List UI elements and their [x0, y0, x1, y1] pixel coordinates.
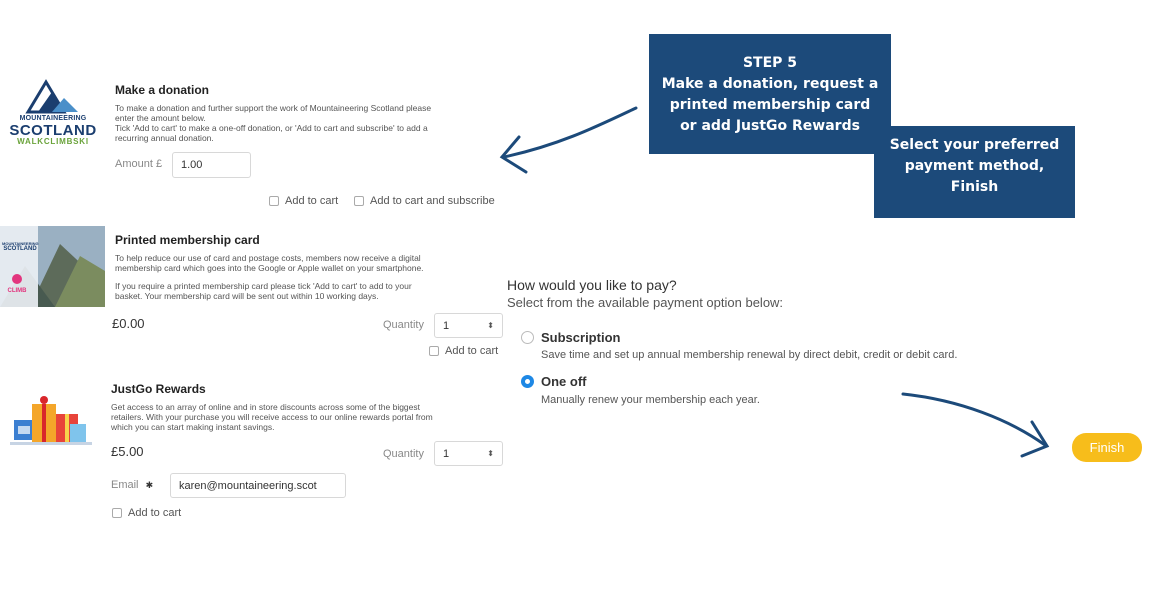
- rewards-add-to-cart-label[interactable]: Add to cart: [128, 507, 182, 519]
- select-arrows-icon: ⬍: [487, 449, 494, 458]
- card-description: To help reduce our use of card and postage costs, members now receive a digital membership card which goes into the Google or Apple wallet on your smartphone. If you require a printed membership card please tick 'Add to cart' to add to your basket. Your membership card will be sent out within 10 working days.: [115, 253, 424, 301]
- subscription-description: Save time and set up annual membership renewal by direct debit, credit or debit card.: [541, 349, 958, 361]
- logo-line3: WALKCLIMBSKI: [17, 137, 89, 146]
- card-title: Printed membership card: [115, 233, 260, 247]
- subscription-title[interactable]: Subscription: [541, 330, 621, 345]
- email-label: Email ✱: [111, 479, 154, 491]
- amount-label: Amount £: [115, 158, 163, 170]
- donation-subscribe-label[interactable]: Add to cart and subscribe: [370, 195, 495, 207]
- rewards-description: Get access to an array of online and in store discounts across some of the biggest retailers. With your purchase you will receive access to our online rewards portal from which you can start making instant savings.: [111, 402, 433, 432]
- logo-line1: MOUNTAINEERING: [19, 115, 87, 122]
- card-quantity-select[interactable]: 1 ⬍: [434, 313, 503, 338]
- donation-description: To make a donation and further support the work of Mountaineering Scotland please enter the amount below. Tick 'Add to cart' to make a one-off donation, or 'Add to cart and subscribe' to add a recurring annual donation.: [115, 103, 432, 143]
- right-arrow-icon: [903, 394, 1047, 456]
- one-off-title[interactable]: One off: [541, 374, 587, 389]
- payment-callout: Select your preferred payment method, Finish: [874, 126, 1075, 218]
- one-off-description: Manually renew your membership each year.: [541, 394, 760, 406]
- rewards-quantity-select[interactable]: 1 ⬍: [434, 441, 503, 466]
- select-arrows-icon: ⬍: [487, 321, 494, 330]
- rewards-quantity-label: Quantity: [383, 448, 424, 460]
- card-price: £0.00: [112, 316, 145, 331]
- card-add-to-cart-label[interactable]: Add to cart: [445, 345, 499, 357]
- left-arrow-icon: [502, 108, 636, 172]
- step5-callout: STEP 5 Make a donation, request a printed membership card or add JustGo Rewards: [649, 34, 891, 154]
- subscription-radio[interactable]: [521, 331, 534, 344]
- donation-amount-input[interactable]: 1.00: [172, 152, 251, 178]
- payment-subtitle: Select from the available payment option below:: [507, 295, 784, 310]
- required-asterisk-icon: ✱: [145, 480, 154, 490]
- logo-line2: SCOTLAND: [9, 122, 97, 139]
- membership-card-image: MOUNTAINEERING SCOTLAND CLIMB: [0, 226, 105, 307]
- card-quantity-label: Quantity: [383, 319, 424, 331]
- finish-button[interactable]: Finish: [1072, 433, 1142, 462]
- payment-title: How would you like to pay?: [507, 277, 677, 293]
- one-off-radio[interactable]: [521, 375, 534, 388]
- rewards-price: £5.00: [111, 444, 144, 459]
- donation-title: Make a donation: [115, 83, 210, 97]
- donation-add-to-cart-label[interactable]: Add to cart: [285, 195, 339, 207]
- rewards-title: JustGo Rewards: [111, 382, 206, 396]
- email-input[interactable]: karen@mountaineering.scot: [170, 473, 346, 498]
